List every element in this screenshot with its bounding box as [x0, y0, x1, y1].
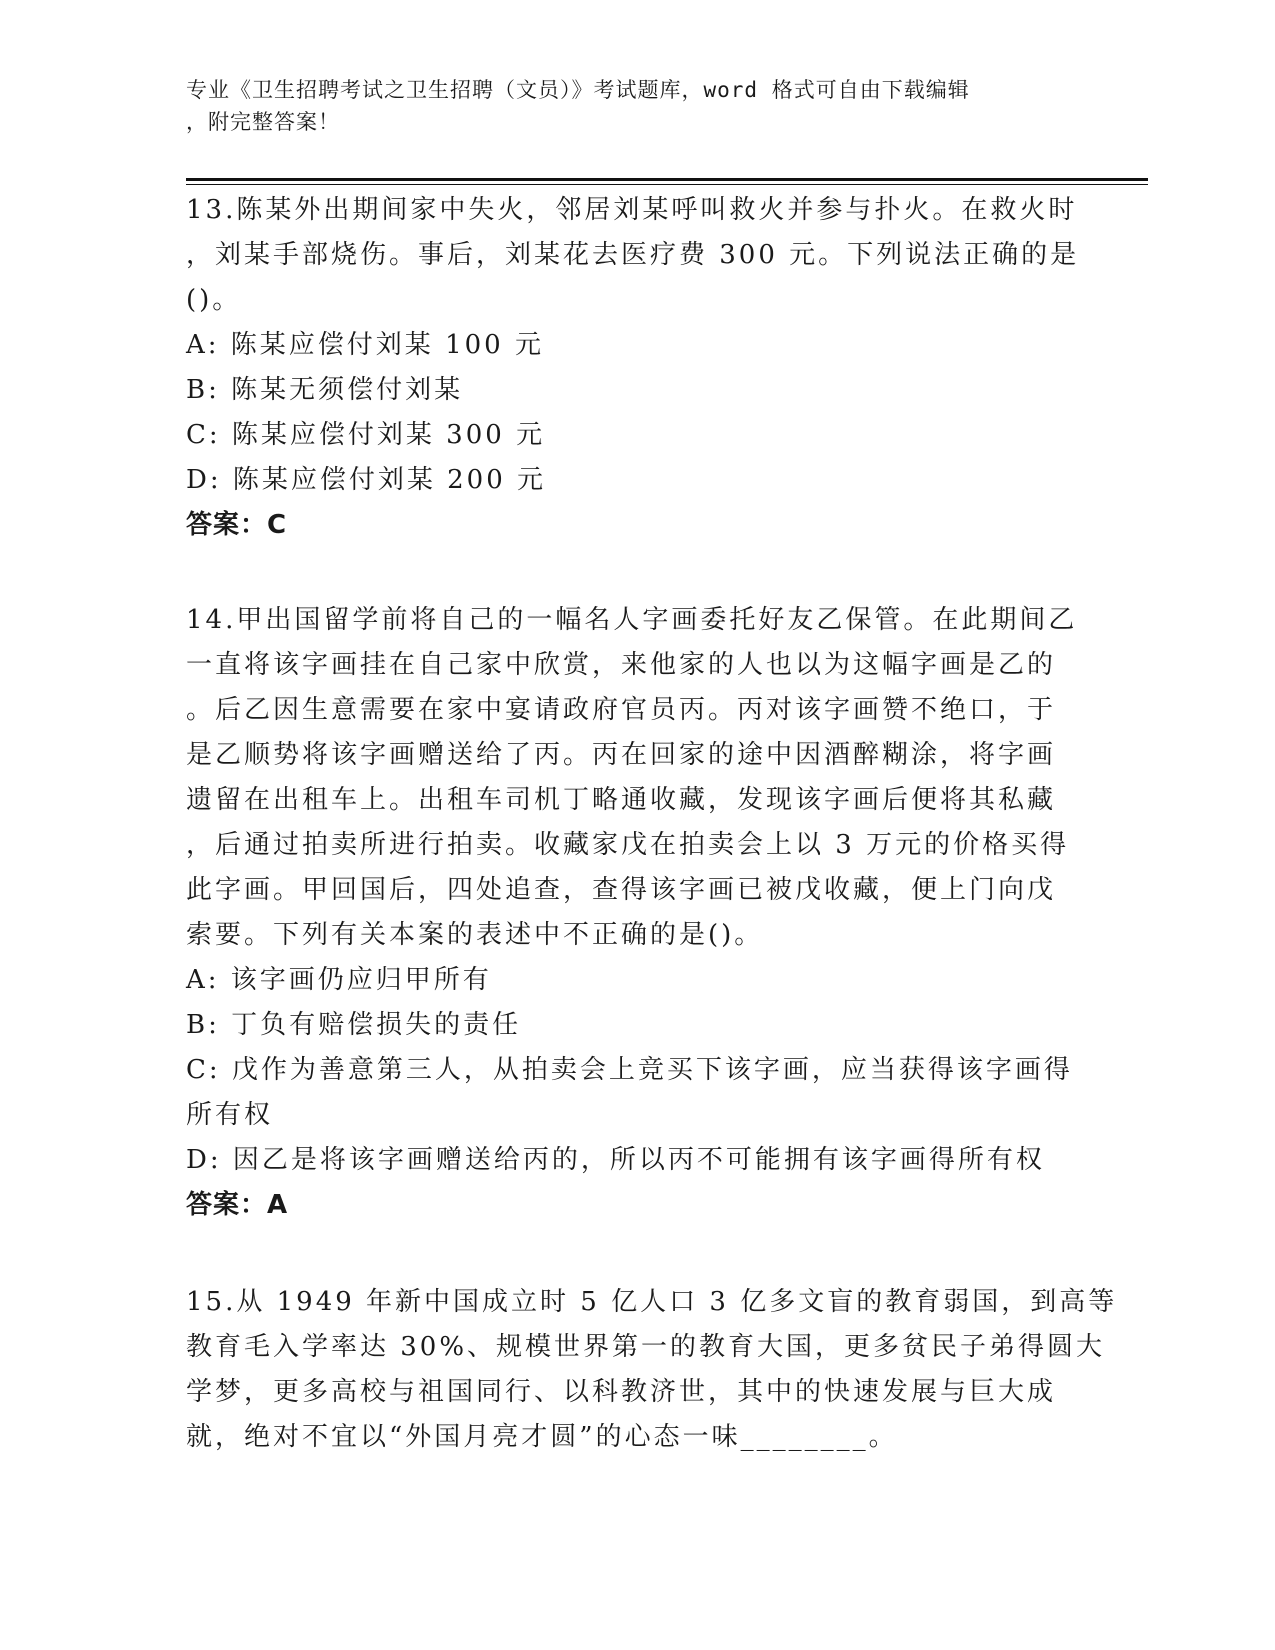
question-text-line: 是乙顺势将该字画赠送给了丙。丙在回家的途中因酒醉糊涂，将字画 [186, 740, 1057, 770]
header-line: ，附完整答案！ [186, 110, 340, 134]
option-d: D: 陈某应偿付刘某 200 元 [186, 465, 547, 495]
option-a: A: 该字画仍应归甲所有 [186, 965, 492, 995]
option-c-continued: 所有权 [186, 1100, 274, 1130]
option-c: C: 陈某应偿付刘某 300 元 [186, 420, 546, 450]
question-text-line: 就，绝对不宜以“外国月亮才圆”的心态一味________。 [186, 1422, 898, 1452]
question-text-line: ，后通过拍卖所进行拍卖。收藏家戊在拍卖会上以 3 万元的价格买得 [186, 830, 1070, 860]
option-a: A: 陈某应偿付刘某 100 元 [186, 330, 544, 360]
header-line: 专业《卫生招聘考试之卫生招聘（文员）》考试题库，word 格式可自由下载编辑 [186, 78, 970, 102]
question-text-line: 13.陈某外出期间家中失火，邻居刘某呼叫救火并参与扑火。在救火时 [186, 195, 1078, 225]
option-d: D: 因乙是将该字画赠送给丙的，所以丙不可能拥有该字画得所有权 [186, 1145, 1045, 1175]
question-text-line: ()。 [186, 285, 242, 315]
header-divider-thick [186, 178, 1148, 181]
question-text-line: 15.从 1949 年新中国成立时 5 亿人口 3 亿多文盲的教育弱国，到高等 [186, 1287, 1118, 1317]
question-15 [186, 1280, 1118, 1460]
question-14 [186, 598, 1086, 1228]
option-b: B: 丁负有赔偿损失的责任 [186, 1010, 522, 1040]
question-text-line: 教育毛入学率达 30%、规模世界第一的教育大国，更多贫民子弟得圆大 [186, 1332, 1106, 1362]
question-text-line: ，刘某手部烧伤。事后，刘某花去医疗费 300 元。下列说法正确的是 [186, 240, 1080, 270]
answer-line: 答案：C [186, 510, 288, 540]
option-b: B: 陈某无须偿付刘某 [186, 375, 464, 405]
question-text-line: 此字画。甲回国后，四处追查，查得该字画已被戊收藏，便上门向戊 [186, 875, 1057, 905]
question-text-line: 一直将该字画挂在自己家中欣赏，来他家的人也以为这幅字画是乙的 [186, 650, 1057, 680]
question-text-line: 遗留在出租车上。出租车司机丁略通收藏，发现该字画后便将其私藏 [186, 785, 1057, 815]
question-text-line: 索要。下列有关本案的表述中不正确的是()。 [186, 920, 764, 950]
answer-line: 答案：A [186, 1190, 289, 1220]
header-divider-thin [186, 184, 1148, 185]
question-text-line: 。后乙因生意需要在家中宴请政府官员丙。丙对该字画赞不绝口，于 [186, 695, 1057, 725]
question-text-line: 学梦，更多高校与祖国同行、以科教济世，其中的快速发展与巨大成 [186, 1377, 1057, 1407]
document-header [186, 74, 1066, 138]
question-13 [186, 188, 1086, 548]
question-text-line: 14.甲出国留学前将自己的一幅名人字画委托好友乙保管。在此期间乙 [186, 605, 1078, 635]
option-c: C: 戊作为善意第三人，从拍卖会上竞买下该字画，应当获得该字画得 [186, 1055, 1073, 1085]
